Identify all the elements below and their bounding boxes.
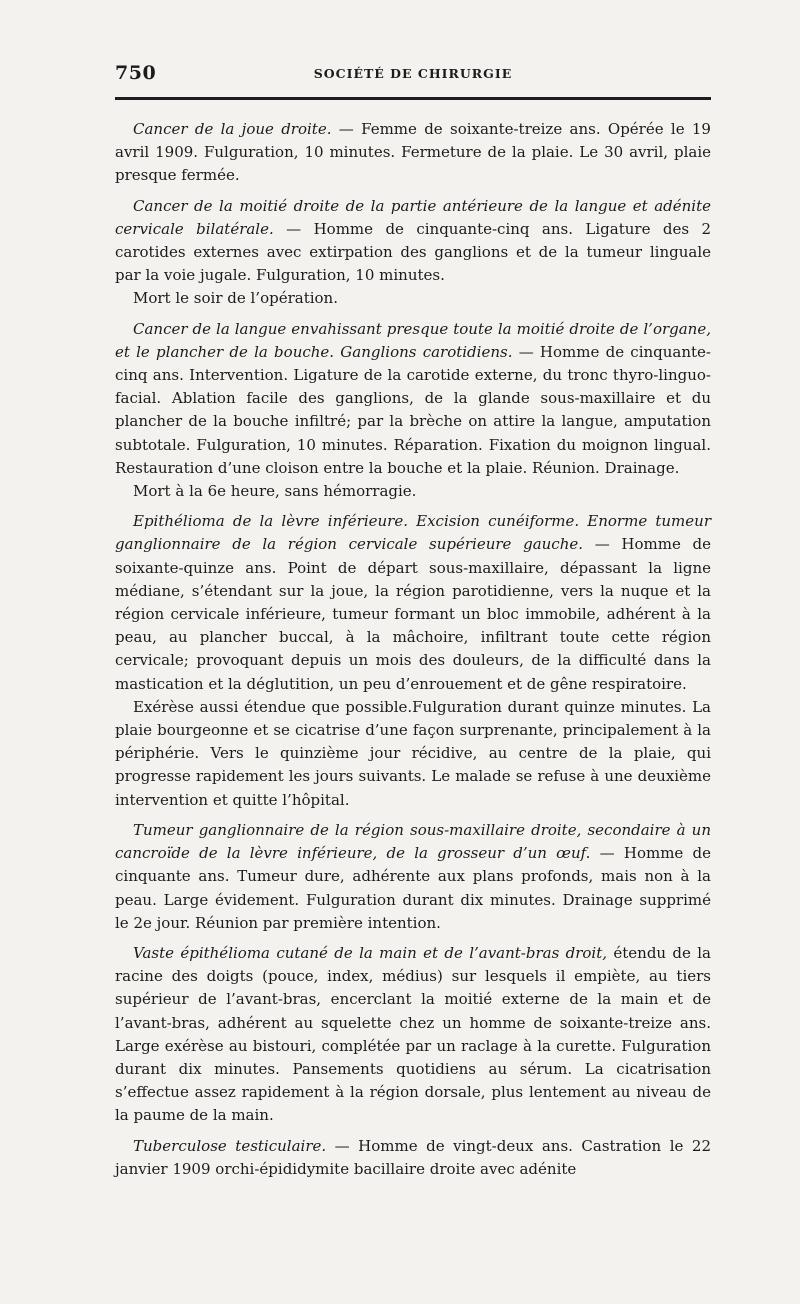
journal-title: SOCIÉTÉ DE CHIRURGIE: [313, 66, 513, 81]
case-paragraph: [115, 318, 711, 480]
body-text: [115, 118, 711, 1181]
case-paragraph: [115, 195, 711, 288]
case-main: [115, 942, 711, 1128]
case-text: — Homme de cinquante-cinq ans. Intervention. Ligature de la carotide externe, du tronc thyro-linguo-facial. Ablation facile des ganglions, de la glande sous-maxillaire et du plancher de la bouche infiltré; par la brèche on attire la langue, amputation subtotale. Fulguration, 10 minutes. Réparation. Fixation du moignon lingual. Restauration d’une cloison entre la bouche et la plaie. Réunion. Drainage.: [115, 342, 712, 477]
page-number: 750: [115, 62, 157, 84]
case-langue-adenite: [115, 195, 711, 311]
case-langue-plancher: [115, 318, 711, 504]
case-title: Cancer de la langue envahissant presque toute la moitié droite de l’organe, et le plancher de la bouche. Ganglions carotidiens.: [115, 319, 711, 361]
case-title: Cancer de la joue droite.: [133, 120, 332, 138]
case-text: — Femme de soixante-treize ans. Opérée le 19 avril 1909. Fulguration, 10 minutes. Fermeture de la plaie. Le 30 avril, plaie presque fermée.: [115, 120, 711, 185]
case-outcome: Mort le soir de l’opération.: [133, 289, 338, 308]
case-title: Epithélioma de la lèvre inférieure. Excision cunéiforme. Enorme tumeur ganglionnaire de la région cervicale supérieure gauche.: [115, 512, 711, 554]
case-continuation: Exérèse aussi étendue que possible.Fulguration durant quinze minutes. La plaie bourgeonne et se cicatrise d’une façon surprenante, principalement à la périphérie. Vers le quinzième jour récidive, au centre de la plaie, qui progresse rapidement les jours suivants. Le malade se refuse à une deuxième intervention et quitte l’hôpital.: [115, 697, 711, 809]
case-text: étendu de la racine des doigts (pouce, index, médius) sur lesquels il empiète, au tiers supérieur de l’avant-bras, encerclant la moitié externe de la main et de l’avant-bras, adhérent au squelette chez un homme de soixante-treize ans. Large exérèse au bistouri, complétée par un raclage à la curette. Fulguration durant dix minutes. Pansements quotidiens au sérum. La cicatrisation s’effectue assez rapidement à la région dorsale, plus lentement au niveau de la paume de la main.: [115, 943, 711, 1125]
case-title: Vaste épithélioma cutané de la main et de l’avant-bras droit,: [133, 943, 608, 962]
case-title: Cancer de la moitié droite de la partie antérieure de la langue et adénite cervicale bilatérale.: [115, 196, 711, 238]
running-head: [115, 56, 711, 86]
case-paragraph: [115, 942, 711, 1128]
case-paragraph: [115, 118, 711, 188]
case-outcome: Mort à la 6e heure, sans hémorragie.: [133, 482, 417, 501]
case-text: — Homme de cinquante-cinq ans. Ligature des 2 carotides externes avec extirpation des ganglions et de la tumeur linguale par la voie jugale. Fulguration, 10 minutes.: [115, 219, 711, 285]
case-title: Tumeur ganglionnaire de la région sous-maxillaire droite, secondaire à un cancroïde de la lèvre inférieure, de la grosseur d’un œuf.: [115, 820, 711, 863]
case-joue: [115, 118, 711, 188]
case-paragraph: [115, 819, 711, 935]
case-testicule: [115, 1135, 711, 1181]
case-paragraph: [115, 1135, 711, 1181]
case-paragraph: [115, 510, 711, 696]
header-rule: [115, 97, 711, 100]
case-text: — Homme de vingt-deux ans. Castration le 22 janvier 1909 orchi-épididymite bacillaire droite avec adénite: [115, 1136, 711, 1178]
case-sous-maxillaire: [115, 819, 711, 935]
case-title: Tuberculose testiculaire.: [133, 1136, 327, 1155]
case-levre: [115, 510, 711, 812]
case-text: — Homme de soixante-quinze ans. Point de départ sous-maxillaire, dépassant la ligne médiane, s’étendant sur la joue, la région parotidienne, vers la nuque et la région cervicale inférieure, tumeur formant un bloc immobile, adhérent à la peau, au plancher buccal, à la mâchoire, infiltrant toute cette région cervicale; provoquant depuis un mois des douleurs, de la difficulté dans la mastication et la déglutition, un peu d’enrouement et de gêne respiratoire.: [115, 535, 711, 693]
case-text: — Homme de cinquante ans. Tumeur dure, adhérente aux plans profonds, mais non à la peau. Large évidement. Fulguration durant dix minutes. Drainage supprimé le 2e jour. Réunion par première intention.: [115, 844, 711, 932]
